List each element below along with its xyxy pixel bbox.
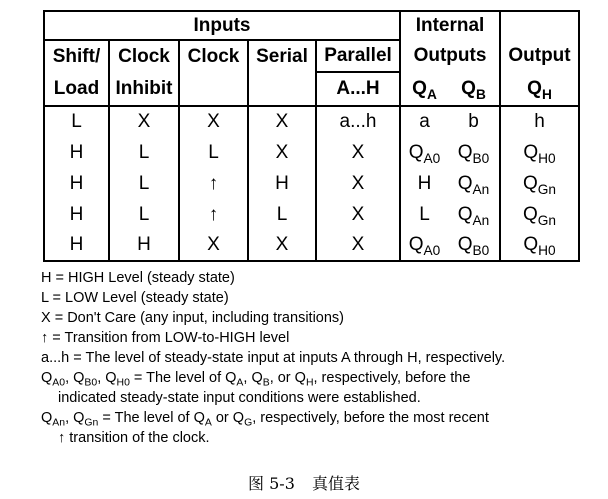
cell-qa: $Q_{A0}$ bbox=[400, 230, 448, 261]
cell-shift-load: H bbox=[44, 230, 109, 261]
cell-shift-load: H bbox=[44, 168, 109, 199]
header-output: Output bbox=[500, 40, 579, 72]
cell-shift-load: H bbox=[44, 137, 109, 168]
note-previous-level: $Q_{A0}$, $Q_{B0}$, $Q_{H0}$ = The level of $Q_A$, $Q_B$, or $Q_H$, respectively, before the bbox=[41, 370, 471, 389]
note-recent-transition: $Q_{An}$, $Q_{Gn}$ = The level of $Q_A$ or $Q_G$, respectively, before the most recent bbox=[41, 410, 489, 429]
header-group-internal: Internal bbox=[400, 11, 500, 40]
cell-clock: X bbox=[179, 230, 248, 261]
figure-caption bbox=[0, 471, 608, 494]
note-parallel-inputs: a...h = The level of steady-state input at inputs A through H, respectively. bbox=[41, 350, 506, 366]
header-outputs: Outputs bbox=[400, 40, 500, 72]
cell-parallel: X bbox=[316, 199, 400, 230]
cell-parallel: X bbox=[316, 137, 400, 168]
header-qh: $Q_H$ bbox=[500, 72, 579, 106]
cell-parallel: X bbox=[316, 230, 400, 261]
header-clock-inhibit-top: Clock bbox=[109, 40, 179, 72]
note-high: H = HIGH Level (steady state) bbox=[41, 270, 235, 286]
cell-qh: $Q_{Gn}$ bbox=[500, 168, 579, 199]
up-arrow-icon: ↑ bbox=[58, 430, 66, 446]
cell-qh: $Q_{H0}$ bbox=[500, 230, 579, 261]
up-arrow-icon: ↑ bbox=[41, 330, 49, 346]
cell-shift-load: H bbox=[44, 199, 109, 230]
cell-shift-load: L bbox=[44, 106, 109, 137]
table-row bbox=[44, 106, 579, 137]
cell-qb: $Q_{B0}$ bbox=[448, 230, 500, 261]
figure-title: 真值表 bbox=[311, 474, 360, 493]
cell-qa: L bbox=[419, 203, 430, 225]
cell-qh: h bbox=[500, 106, 579, 137]
table-row bbox=[44, 199, 579, 230]
header-clock-inhibit-bottom: Inhibit bbox=[109, 72, 179, 106]
cell-clock: ↑ bbox=[179, 168, 248, 199]
header-clock: Clock bbox=[179, 40, 248, 72]
cell-clock: X bbox=[179, 106, 248, 137]
legend-notes bbox=[41, 268, 601, 448]
cell-clock: L bbox=[179, 137, 248, 168]
cell-qa: a bbox=[400, 106, 448, 137]
cell-clock: ↑ bbox=[179, 199, 248, 230]
cell-clock-inhibit: L bbox=[109, 137, 179, 168]
cell-qb: $Q_{An}$ bbox=[448, 168, 500, 199]
header-group-inputs: Inputs bbox=[44, 11, 400, 40]
cell-clock-inhibit: H bbox=[109, 230, 179, 261]
cell-qb: b bbox=[448, 106, 500, 137]
header-qb: $Q_B$ bbox=[448, 72, 500, 106]
cell-qh: $Q_{Gn}$ bbox=[500, 199, 579, 230]
cell-serial: X bbox=[248, 106, 316, 137]
cell-serial: X bbox=[248, 230, 316, 261]
cell-serial: L bbox=[248, 199, 316, 230]
cell-qh: $Q_{H0}$ bbox=[500, 137, 579, 168]
cell-parallel: a...h bbox=[316, 106, 400, 137]
table-row bbox=[44, 137, 579, 168]
cell-serial: X bbox=[248, 137, 316, 168]
note-transition: ↑ = Transition from LOW-to-HIGH level bbox=[41, 330, 290, 346]
cell-qa: H bbox=[417, 172, 432, 194]
cell-clock-inhibit: X bbox=[109, 106, 179, 137]
header-serial-blank bbox=[248, 72, 316, 106]
cell-clock-inhibit: L bbox=[109, 168, 179, 199]
cell-qb: $Q_{An}$ bbox=[448, 199, 500, 230]
cell-qb: $Q_{B0}$ bbox=[448, 137, 500, 168]
note-low: L = LOW Level (steady state) bbox=[41, 290, 229, 306]
table-row bbox=[44, 168, 579, 199]
note-previous-level-cont: indicated steady-state input conditions were established. bbox=[58, 390, 421, 406]
cell-serial: H bbox=[248, 168, 316, 199]
header-shift-load-top: Shift/ bbox=[44, 40, 109, 72]
table-row bbox=[44, 230, 579, 261]
header-shift-load-bottom: Load bbox=[44, 72, 109, 106]
header-parallel-bottom: A...H bbox=[316, 72, 400, 106]
cell-qa: $Q_{A0}$ bbox=[408, 141, 441, 166]
truth-table bbox=[43, 10, 580, 262]
header-clock-blank bbox=[179, 72, 248, 106]
cell-parallel: X bbox=[316, 168, 400, 199]
header-parallel-top: Parallel bbox=[316, 40, 400, 72]
header-blank-top bbox=[500, 11, 579, 40]
note-recent-transition-cont: ↑ transition of the clock. bbox=[58, 430, 210, 446]
figure-label: 图 5-3 bbox=[248, 474, 295, 493]
header-serial: Serial bbox=[248, 40, 316, 72]
header-qa: $Q_A$ bbox=[412, 77, 437, 102]
note-dont-care: X = Don't Care (any input, including transitions) bbox=[41, 310, 344, 326]
cell-clock-inhibit: L bbox=[109, 199, 179, 230]
